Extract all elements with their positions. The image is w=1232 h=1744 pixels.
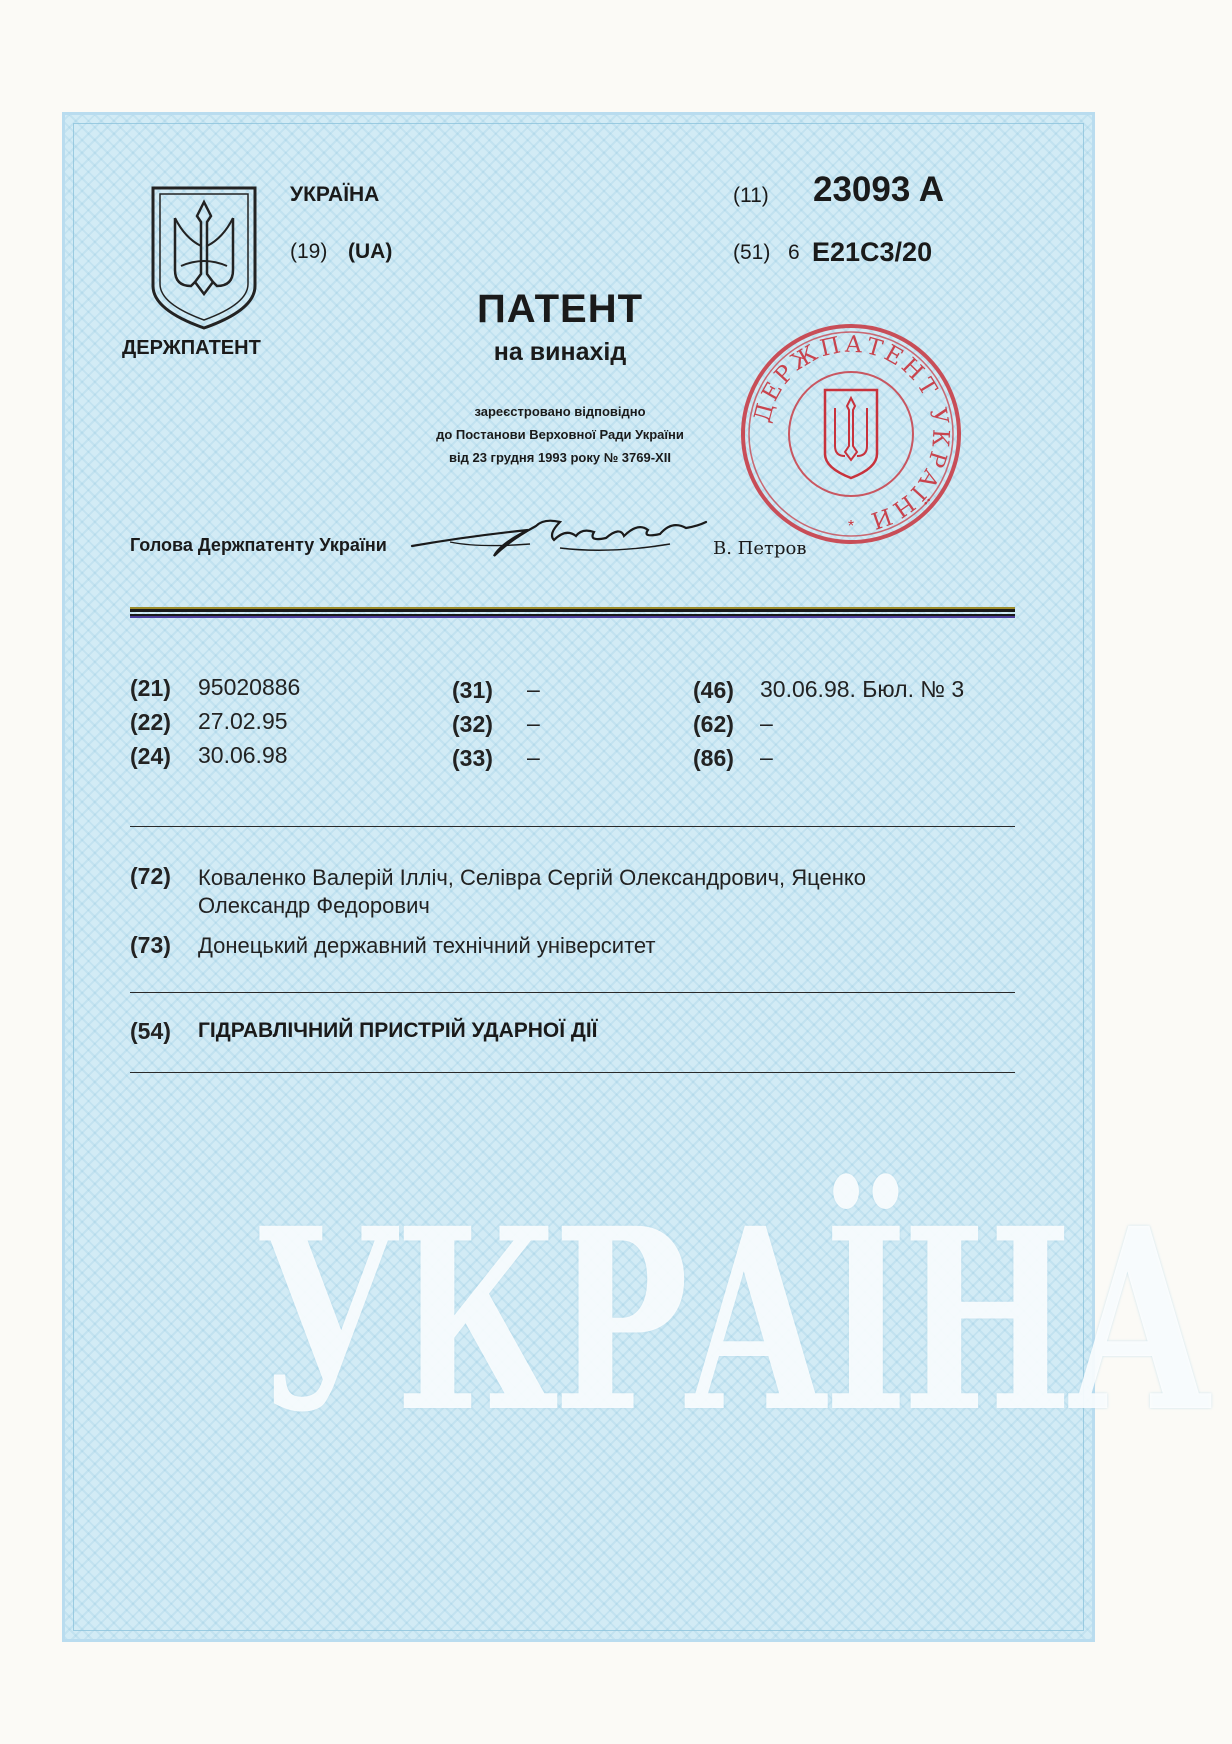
ipc-class: E21C3/20 [812, 237, 933, 267]
code-51: (51) [733, 241, 771, 264]
field-code-72: (72) [130, 863, 171, 889]
field-code-62: (62) [693, 711, 734, 737]
priority-number: – [527, 676, 540, 702]
svg-text:ДЕРЖПАТЕНТ УКРАЇНИ: ДЕРЖПАТЕНТ УКРАЇНИ [749, 331, 954, 535]
field-code-86: (86) [693, 745, 734, 771]
field-code-54: (54) [130, 1018, 171, 1044]
priority-date: – [527, 710, 540, 736]
country-code: (UA) [348, 240, 393, 263]
field-code-33: (33) [452, 745, 493, 771]
handwritten-signature [410, 508, 710, 570]
field-code-73: (73) [130, 932, 171, 958]
signatory-name: В. Петров [713, 538, 807, 559]
official-seal-stamp [735, 318, 967, 550]
country-name: УКРАЇНА [290, 183, 380, 206]
application-number: 95020886 [198, 674, 301, 700]
ipc-edition: 6 [788, 241, 800, 264]
section-divider [130, 826, 1015, 827]
inventors-line-1: Коваленко Валерій Ілліч, Селівра Сергій Олександрович, Яценко [198, 865, 866, 890]
ukraine-watermark: УКРАЇНА [255, 1173, 1208, 1467]
svg-text:*: * [847, 518, 855, 535]
invention-title: ГІДРАВЛІЧНИЙ ПРИСТРІЙ УДАРНОЇ ДІЇ [198, 1019, 598, 1042]
filing-date: 27.02.95 [198, 708, 288, 734]
patent-number: 23093 A [813, 170, 945, 209]
pct-application: – [760, 744, 773, 770]
signatory-title: Голова Держпатенту України [130, 535, 387, 555]
code-19: (19) [290, 240, 328, 263]
header-divider-bottom [130, 614, 1015, 616]
registration-line-1: зареєстровано відповідно [474, 404, 646, 419]
field-code-32: (32) [452, 711, 493, 737]
code-11: (11) [733, 184, 769, 207]
emblem-label: ДЕРЖПАТЕНТ [122, 337, 261, 359]
registration-line-3: від 23 грудня 1993 року № 3769-XII [449, 450, 671, 465]
patent-owner: Донецький державний технічний університет [198, 933, 656, 958]
field-code-46: (46) [693, 677, 734, 703]
section-divider [130, 1072, 1015, 1073]
publication-info: 30.06.98. Бюл. № 3 [760, 676, 965, 702]
document-title: ПАТЕНТ [476, 287, 644, 331]
section-divider [130, 992, 1015, 993]
field-code-24: (24) [130, 743, 171, 769]
parent-application: – [760, 710, 773, 736]
field-code-22: (22) [130, 709, 171, 735]
priority-country: – [527, 744, 540, 770]
inventors-line-2: Олександр Федорович [198, 893, 430, 918]
field-code-31: (31) [452, 677, 493, 703]
effective-date: 30.06.98 [198, 742, 288, 768]
document-subtitle: на винахід [493, 338, 627, 366]
field-code-21: (21) [130, 675, 171, 701]
registration-line-2: до Постанови Верховної Ради України [436, 427, 684, 442]
header-divider-top [130, 609, 1015, 612]
coat-of-arms-icon [145, 182, 263, 332]
